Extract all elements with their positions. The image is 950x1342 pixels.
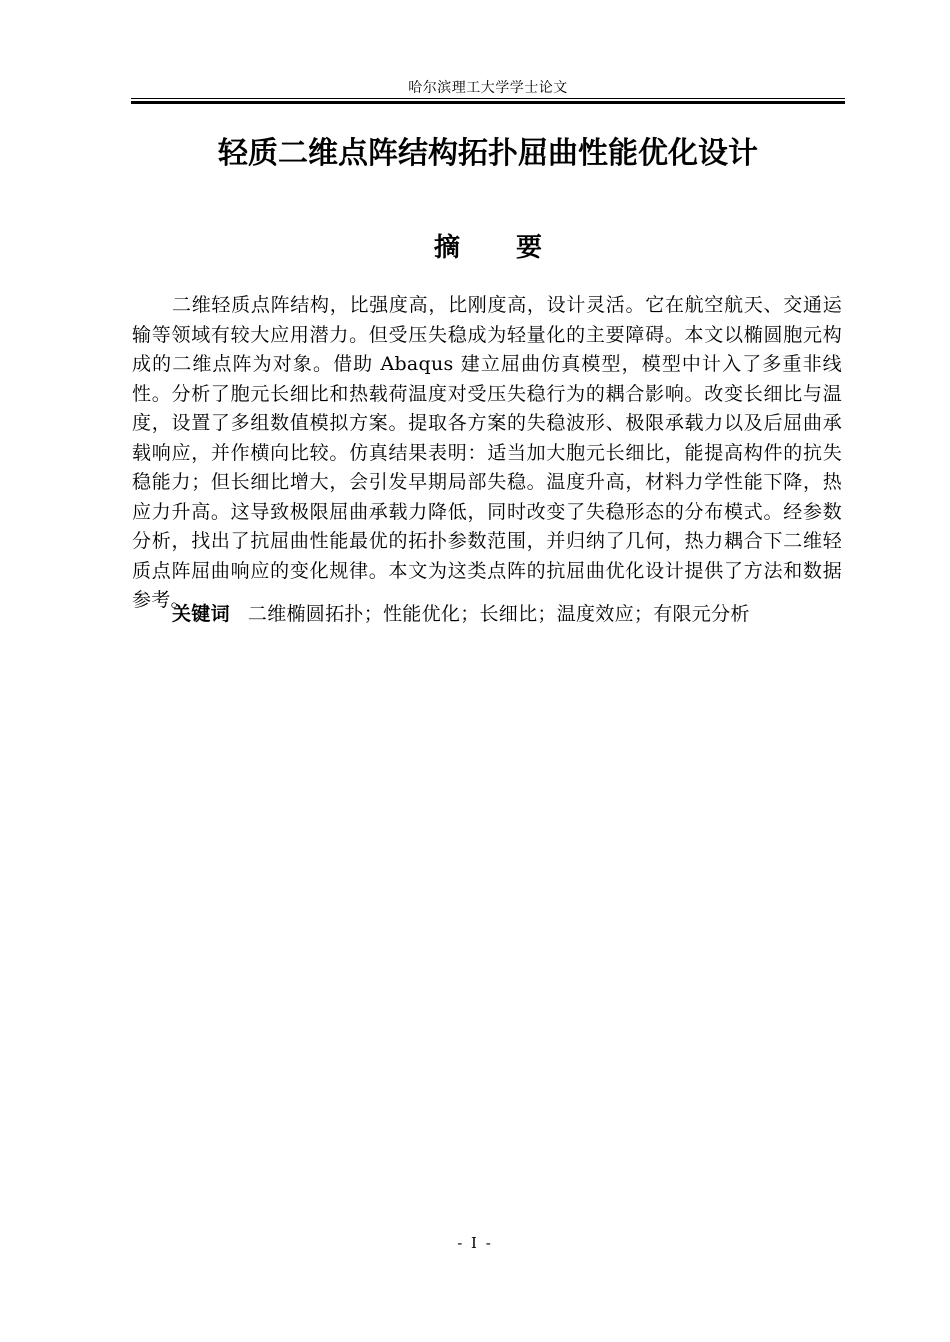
header-rule-thick [131, 101, 845, 104]
document-title: 轻质二维点阵结构拓扑屈曲性能优化设计 [218, 136, 758, 171]
abstract-heading-left: 摘 [433, 233, 460, 263]
abstract-heading-right: 要 [516, 233, 543, 263]
abstract-heading [131, 229, 845, 267]
page-number: - I - [457, 1234, 493, 1252]
keywords-text: 二维椭圆拓扑；性能优化；长细比；温度效应；有限元分析 [247, 603, 750, 625]
abstract-body: 二维轻质点阵结构，比强度高，比刚度高，设计灵活。它在航空航天、交通运输等领域有较大应用潜力。但受压失稳成为轻量化的主要障碍。本文以椭圆胞元构成的二维点阵为对象。借助 Abaqus 建立屈曲仿真模型，模型中计入了多重非线性。分析了胞元长细比和热载荷温度对受压失稳行为的耦合影响。改变长细比与温度，设置了多组数值模拟方案。提取各方案的失稳波形、极限承载力以及后屈曲承载响应，并作横向比较。仿真结果表明：适当加大胞元长细比，能提高构件的抗失稳能力；但长细比增大，会引发早期局部失稳。温度升高，材料力学性能下降，热应力升高。这导致极限屈曲承载力降低，同时改变了失稳形态的分布模式。经参数分析，找出了抗屈曲性能最优的拓扑参数范围，并归纳了几何，热力耦合下二维轻质点阵屈曲响应的变化规律。本文为这类点阵的抗屈曲优化设计提供了方法和数据参考。 [132, 294, 842, 611]
keywords-line [132, 600, 842, 630]
keywords-label: 关键词 [172, 603, 230, 625]
running-header: 哈尔滨理工大学学士论文 [408, 80, 568, 96]
header-rule-thin [131, 98, 845, 99]
